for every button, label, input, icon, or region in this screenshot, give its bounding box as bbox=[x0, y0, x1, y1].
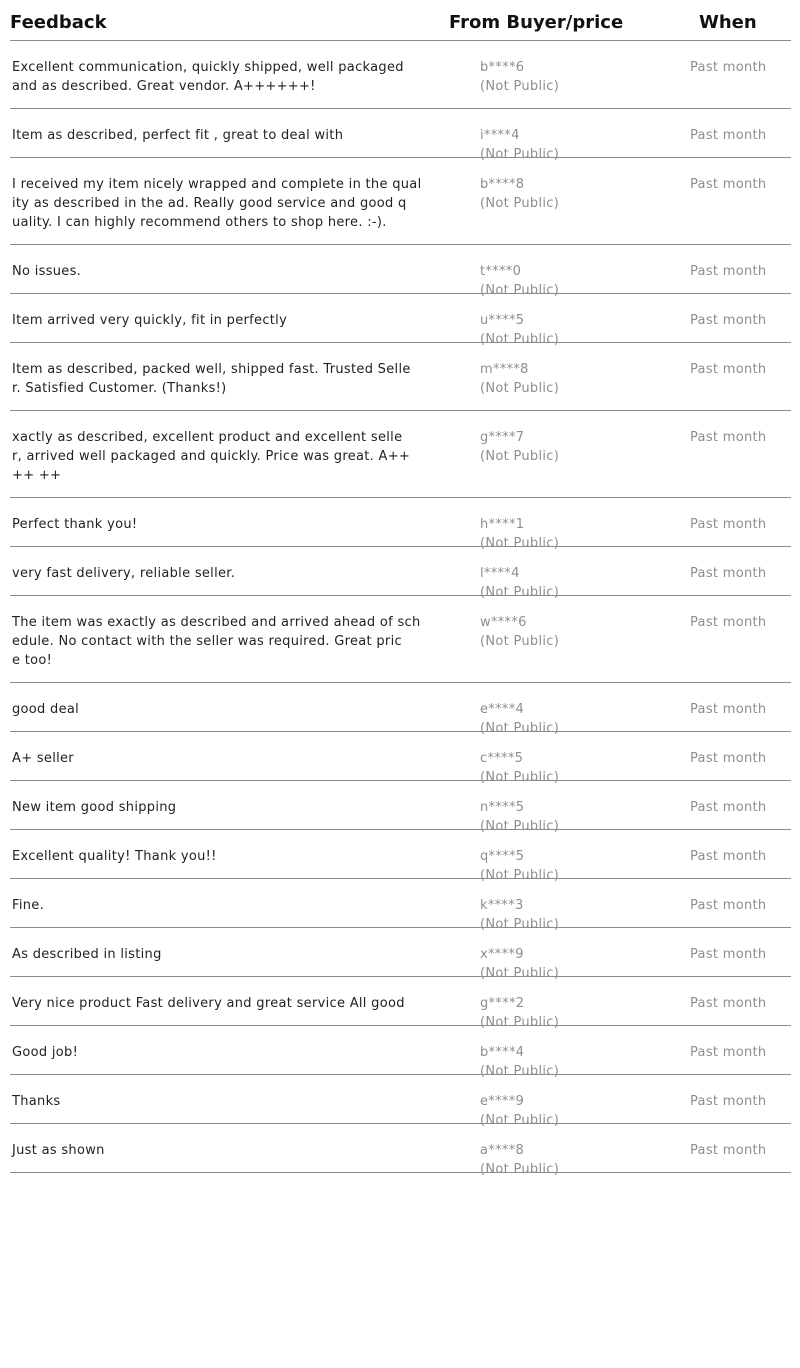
feedback-date: Past month bbox=[690, 751, 767, 766]
buyer-id: g****7 bbox=[480, 430, 525, 445]
feedback-text: Perfect thank you! bbox=[12, 517, 138, 532]
buyer-visibility: (Not Public) bbox=[480, 196, 560, 211]
table-row bbox=[10, 683, 791, 736]
buyer-id: b****8 bbox=[480, 177, 525, 192]
table-row bbox=[10, 343, 791, 411]
feedback-text: Good job! bbox=[12, 1045, 79, 1060]
buyer-visibility: (Not Public) bbox=[480, 283, 560, 298]
table-row bbox=[10, 547, 791, 600]
feedback-text: good deal bbox=[12, 702, 80, 717]
buyer-cell bbox=[480, 613, 670, 651]
table-row bbox=[10, 1026, 791, 1079]
feedback-text: Excellent communication, quickly shipped, well packaged and as described. Great vendor. A++++++! bbox=[12, 60, 404, 94]
feedback-date: Past month bbox=[690, 264, 767, 279]
feedback-date: Past month bbox=[690, 898, 767, 913]
feedback-date: Past month bbox=[690, 430, 767, 445]
feedback-date: Past month bbox=[690, 1143, 767, 1158]
buyer-id: n****5 bbox=[480, 800, 525, 815]
table-row bbox=[10, 830, 791, 883]
buyer-visibility: (Not Public) bbox=[480, 721, 560, 736]
feedback-text: A+ seller bbox=[12, 751, 74, 766]
table-row bbox=[10, 879, 791, 932]
feedback-date: Past month bbox=[690, 1045, 767, 1060]
feedback-text: Thanks bbox=[12, 1094, 61, 1109]
buyer-id: u****5 bbox=[480, 313, 525, 328]
feedback-date: Past month bbox=[690, 517, 767, 532]
buyer-id: m****8 bbox=[480, 362, 529, 377]
buyer-id: x****9 bbox=[480, 947, 524, 962]
feedback-text: New item good shipping bbox=[12, 800, 177, 815]
buyer-id: b****4 bbox=[480, 1045, 525, 1060]
feedback-date: Past month bbox=[690, 947, 767, 962]
buyer-id: a****8 bbox=[480, 1143, 525, 1158]
buyer-visibility: (Not Public) bbox=[480, 1064, 560, 1079]
feedback-text: The item was exactly as described and arrived ahead of sch edule. No contact with the seller was required. Great pric e too! bbox=[12, 615, 421, 668]
buyer-cell bbox=[480, 175, 670, 213]
feedback-text: Item as described, packed well, shipped fast. Trusted Selle r. Satisfied Customer. (Thanks!) bbox=[12, 362, 411, 396]
buyer-visibility: (Not Public) bbox=[480, 147, 560, 162]
buyer-visibility: (Not Public) bbox=[480, 966, 560, 981]
feedback-date: Past month bbox=[690, 996, 767, 1011]
table-row bbox=[10, 781, 791, 834]
feedback-date: Past month bbox=[690, 1094, 767, 1109]
feedback-text: No issues. bbox=[12, 264, 82, 279]
buyer-visibility: (Not Public) bbox=[480, 332, 560, 347]
buyer-visibility: (Not Public) bbox=[480, 634, 560, 649]
feedback-column-header: Feedback bbox=[10, 12, 107, 33]
table-row bbox=[10, 109, 791, 162]
feedback-text: Just as shown bbox=[12, 1143, 105, 1158]
buyer-id: w****6 bbox=[480, 615, 527, 630]
feedback-date: Past month bbox=[690, 128, 767, 143]
table-row bbox=[10, 977, 791, 1030]
buyer-id: e****9 bbox=[480, 1094, 525, 1109]
buyer-id: c****5 bbox=[480, 751, 524, 766]
table-row bbox=[10, 245, 791, 298]
feedback-date: Past month bbox=[690, 702, 767, 717]
buyer-id: k****3 bbox=[480, 898, 524, 913]
table-header bbox=[10, 0, 791, 41]
feedback-text: Item arrived very quickly, fit in perfectly bbox=[12, 313, 288, 328]
buyer-id: l****4 bbox=[480, 566, 520, 581]
buyer-visibility: (Not Public) bbox=[480, 79, 560, 94]
feedback-date: Past month bbox=[690, 313, 767, 328]
table-row bbox=[10, 732, 791, 785]
feedback-text: Item as described, perfect fit , great to deal with bbox=[12, 128, 344, 143]
buyer-visibility: (Not Public) bbox=[480, 1162, 560, 1177]
feedback-date: Past month bbox=[690, 849, 767, 864]
buyer-cell bbox=[480, 360, 670, 398]
feedback-date: Past month bbox=[690, 177, 767, 192]
buyer-visibility: (Not Public) bbox=[480, 1113, 560, 1128]
buyer-visibility: (Not Public) bbox=[480, 536, 560, 551]
buyer-id: q****5 bbox=[480, 849, 525, 864]
table-row bbox=[10, 498, 791, 551]
buyer-id: e****4 bbox=[480, 702, 525, 717]
feedback-date: Past month bbox=[690, 800, 767, 815]
buyer-id: h****1 bbox=[480, 517, 525, 532]
feedback-table bbox=[10, 0, 791, 1177]
feedback-date: Past month bbox=[690, 615, 767, 630]
feedback-text: As described in listing bbox=[12, 947, 162, 962]
buyer-visibility: (Not Public) bbox=[480, 585, 560, 600]
buyer-id: t****0 bbox=[480, 264, 522, 279]
feedback-text: very fast delivery, reliable seller. bbox=[12, 566, 236, 581]
feedback-text: I received my item nicely wrapped and complete in the qual ity as described in the ad. Really good service and good q uality. I can highly recommend others to shop here. :-). bbox=[12, 177, 422, 230]
buyer-visibility: (Not Public) bbox=[480, 770, 560, 785]
buyer-column-header: From Buyer/price bbox=[449, 12, 624, 33]
buyer-cell bbox=[480, 1141, 670, 1179]
buyer-id: b****6 bbox=[480, 60, 525, 75]
buyer-visibility: (Not Public) bbox=[480, 449, 560, 464]
buyer-visibility: (Not Public) bbox=[480, 381, 560, 396]
feedback-date: Past month bbox=[690, 60, 767, 75]
buyer-visibility: (Not Public) bbox=[480, 819, 560, 834]
feedback-date: Past month bbox=[690, 362, 767, 377]
table-row bbox=[10, 1124, 791, 1177]
buyer-cell bbox=[480, 58, 670, 96]
table-row bbox=[10, 411, 791, 498]
feedback-text: Fine. bbox=[12, 898, 45, 913]
table-row bbox=[10, 1075, 791, 1128]
feedback-text: xactly as described, excellent product and excellent selle r, arrived well packaged and quickly. Price was great. A++ ++ ++ bbox=[12, 430, 411, 483]
buyer-id: i****4 bbox=[480, 128, 520, 143]
buyer-visibility: (Not Public) bbox=[480, 917, 560, 932]
buyer-id: g****2 bbox=[480, 996, 525, 1011]
buyer-visibility: (Not Public) bbox=[480, 1015, 560, 1030]
buyer-visibility: (Not Public) bbox=[480, 868, 560, 883]
feedback-text: Excellent quality! Thank you!! bbox=[12, 849, 217, 864]
table-row bbox=[10, 596, 791, 683]
table-row bbox=[10, 41, 791, 109]
feedback-text: Very nice product Fast delivery and great service All good bbox=[12, 996, 405, 1011]
table-row bbox=[10, 294, 791, 347]
when-column-header: When bbox=[699, 12, 757, 33]
feedback-date: Past month bbox=[690, 566, 767, 581]
table-row bbox=[10, 928, 791, 981]
buyer-cell bbox=[480, 428, 670, 466]
table-row bbox=[10, 158, 791, 245]
